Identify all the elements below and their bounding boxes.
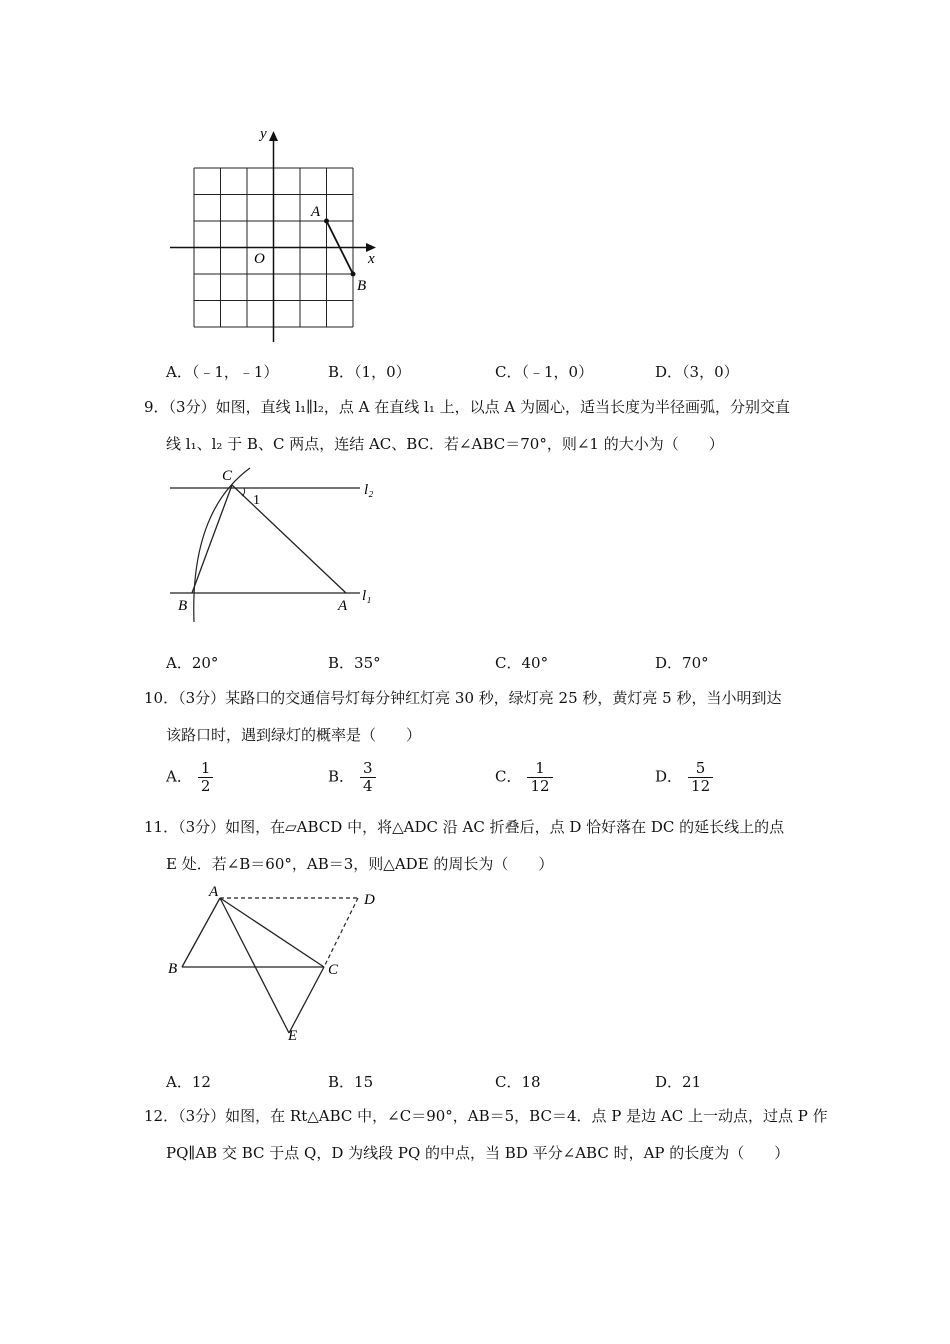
q9-stem-line1: 9．（3分）如图，直线 l₁∥l₂，点 A 在直线 l₁ 上，以点 A 为圆心，适当长度为半径画弧，分别交直 bbox=[144, 398, 790, 416]
q8-label-b: B bbox=[357, 278, 367, 294]
q8-coordinate-grid-figure bbox=[160, 120, 400, 350]
q10-option-c[interactable]: C． $\frac{1}{12}$ bbox=[495, 760, 553, 795]
q8-label-x: x bbox=[368, 251, 375, 267]
q8-label-origin: O bbox=[254, 251, 265, 267]
q9-option-b[interactable]: B．35° bbox=[328, 654, 381, 672]
q10-fraction-b: $\frac{3}{4}$ bbox=[360, 760, 376, 795]
q11-label-e: E bbox=[288, 1028, 298, 1044]
q11-option-a[interactable]: A．12 bbox=[166, 1073, 211, 1091]
q9-score: （3分） bbox=[168, 398, 216, 416]
q9-label-1: 1 bbox=[253, 493, 260, 508]
q8-option-a[interactable]: A．（﹣1，﹣1） bbox=[166, 363, 279, 381]
q12-stem-line1: 12．（3分）如图，在 Rt△ABC 中，∠C＝90°，AB＝5，BC＝4．点 P 是边 AC 上一动点，过点 P 作 bbox=[144, 1107, 828, 1125]
q10-fraction-c: $\frac{1}{12}$ bbox=[527, 760, 552, 795]
q12-stem-line2: PQ∥AB 交 BC 于点 Q，D 为线段 PQ 的中点，当 BD 平分∠ABC 时，AP 的长度为（ ） bbox=[166, 1144, 790, 1162]
q11-parallelogram-figure bbox=[160, 880, 400, 1050]
q9-stem-line2: 线 l₁、l₂ 于 B、C 两点，连结 AC、BC．若∠ABC＝70°，则∠1 的大小为（ ） bbox=[166, 435, 724, 453]
q10-number: 10． bbox=[144, 689, 179, 707]
q11-option-d[interactable]: D．21 bbox=[655, 1073, 702, 1091]
q9-label-b: B bbox=[178, 598, 188, 614]
q9-number: 9． bbox=[144, 398, 169, 416]
q10-stem-line2: 该路口时，遇到绿灯的概率是（ ） bbox=[166, 726, 422, 744]
q11-score: （3分） bbox=[178, 818, 226, 836]
q10-option-b[interactable]: B． $\frac{3}{4}$ bbox=[328, 760, 376, 795]
q8-option-c[interactable]: C．（﹣1，0） bbox=[495, 363, 594, 381]
q9-label-l1: l₁ bbox=[362, 588, 372, 604]
q9-option-c[interactable]: C．40° bbox=[495, 654, 549, 672]
q12-number: 12． bbox=[144, 1107, 179, 1125]
q8-option-b[interactable]: B．（1，0） bbox=[328, 363, 411, 381]
q8-label-a: A bbox=[311, 204, 321, 220]
q11-stem-line1: 11．（3分）如图，在▱ABCD 中，将△ADC 沿 AC 折叠后，点 D 恰好落在 DC 的延长线上的点 bbox=[144, 818, 785, 836]
q9-option-d[interactable]: D．70° bbox=[655, 654, 709, 672]
q10-stem-line1: 10．（3分）某路口的交通信号灯每分钟红灯亮 30 秒，绿灯亮 25 秒，黄灯亮 5 秒，当小明到达 bbox=[144, 689, 782, 707]
q10-score: （3分） bbox=[178, 689, 226, 707]
q11-label-a: A bbox=[209, 884, 219, 900]
q10-option-d[interactable]: D． $\frac{5}{12}$ bbox=[655, 760, 713, 795]
q11-number: 11． bbox=[144, 818, 179, 836]
q11-label-d: D bbox=[364, 892, 375, 908]
q11-label-c: C bbox=[328, 962, 339, 978]
q10-option-a[interactable]: A． $\frac{1}{2}$ bbox=[166, 760, 213, 795]
q9-label-a: A bbox=[338, 598, 348, 614]
q9-option-a[interactable]: A．20° bbox=[166, 654, 219, 672]
q11-option-b[interactable]: B．15 bbox=[328, 1073, 374, 1091]
q10-fraction-a: $\frac{1}{2}$ bbox=[198, 760, 214, 795]
q9-label-l2: l₂ bbox=[364, 482, 374, 498]
q9-label-c: C bbox=[222, 468, 233, 484]
q8-option-d[interactable]: D．（3，0） bbox=[655, 363, 739, 381]
q12-score: （3分） bbox=[178, 1107, 226, 1125]
q11-label-b: B bbox=[168, 961, 178, 977]
q8-label-y: y bbox=[260, 126, 267, 142]
q9-parallel-lines-figure bbox=[160, 462, 400, 632]
q10-fraction-d: $\frac{5}{12}$ bbox=[688, 760, 713, 795]
q11-stem-line2: E 处．若∠B＝60°，AB＝3，则△ADE 的周长为（ ） bbox=[166, 855, 554, 873]
q11-option-c[interactable]: C．18 bbox=[495, 1073, 541, 1091]
